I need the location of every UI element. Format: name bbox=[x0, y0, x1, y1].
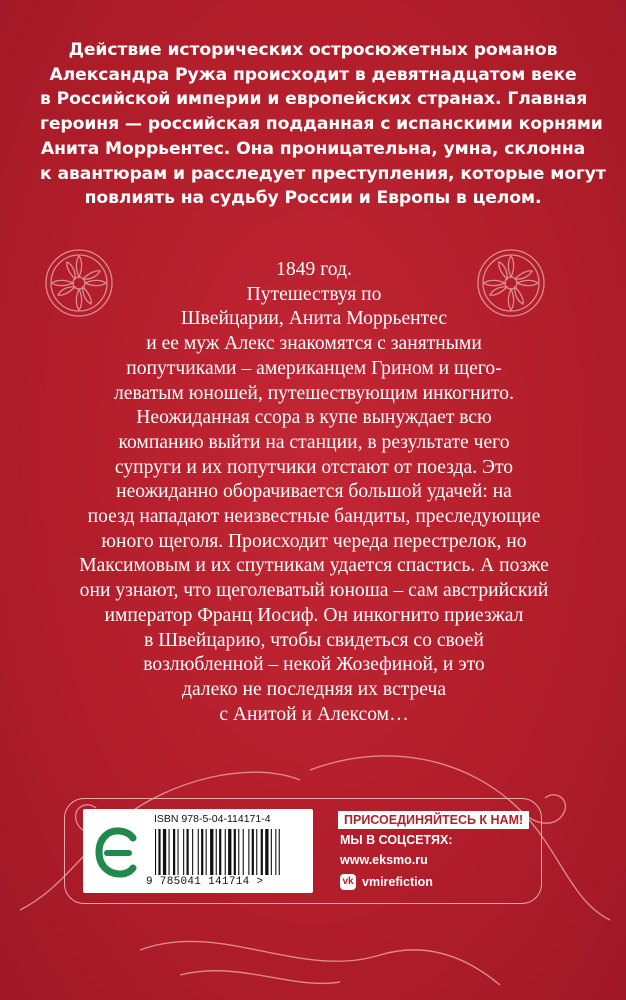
barcode-box bbox=[83, 809, 313, 893]
website-link[interactable]: www.eksmo.ru bbox=[340, 853, 428, 867]
blurb-line: повлиять на судьбу России и Европы в целом. bbox=[84, 188, 542, 209]
synopsis-line: возлюбленной – некой Жозефиной, и это bbox=[143, 654, 485, 676]
synopsis-line: Неожиданная ссора в купе вынуждает всю bbox=[136, 407, 492, 429]
synopsis-line: компанию выйти на станции, в результате чего bbox=[118, 431, 510, 453]
synopsis-line: попутчиками – американцем Грином и щего- bbox=[126, 357, 502, 379]
synopsis-line: они узнают, что щеголеватый юноша – сам австрийский bbox=[79, 580, 549, 602]
synopsis-line: с Анитой и Алексом… bbox=[219, 703, 409, 725]
blurb-line: Александра Ружа происходит в девятнадцатом веке bbox=[49, 64, 577, 85]
isbn-label: ISBN 978-5-04-114171-4 bbox=[154, 813, 271, 825]
synopsis-line: юного щеголя. Происходит череда перестрелок, но bbox=[101, 530, 527, 552]
synopsis-line: леватым юношей, путешествующим инкогнито. bbox=[114, 382, 514, 404]
synopsis-line: Путешествуя по bbox=[246, 283, 382, 305]
social-block bbox=[340, 810, 529, 892]
barcode-digits: 9 785041 141714 > bbox=[146, 876, 264, 888]
join-us-label: ПРИСОЕДИНЯЙТЕСЬ К НАМ! bbox=[338, 811, 529, 829]
vk-icon[interactable]: vk bbox=[340, 874, 356, 890]
synopsis-line: и ее муж Алекс знакомятся с занятными bbox=[146, 333, 482, 355]
blurb-line: к авантюрам и расследует преступления, которые могут bbox=[40, 163, 606, 184]
synopsis-line: Швейцарии, Анита Моррьентес bbox=[180, 308, 448, 330]
synopsis-line: супруги и их попутчики отстают от поезда. Это bbox=[114, 456, 514, 478]
barcode bbox=[153, 829, 301, 875]
synopsis-line: 1849 год. bbox=[276, 259, 352, 280]
eksmo-logo-icon bbox=[93, 824, 141, 882]
synopsis-line: император Франц Иосиф. Он инкогнито приезжал bbox=[104, 604, 524, 626]
vk-handle-link[interactable]: vmirefiction bbox=[362, 875, 433, 889]
synopsis-line: в Швейцарию, чтобы свидеться со своей bbox=[144, 629, 484, 651]
blurb-line: в Российской империи и европейских странах. Главная bbox=[40, 89, 588, 110]
blurb-line: героиня — российская подданная с испанскими корнями bbox=[40, 114, 603, 135]
blurb-line: Действие исторических остросюжетных романов bbox=[68, 40, 558, 60]
blurb bbox=[40, 38, 606, 211]
synopsis-line: Максимовым и их спутникам удается спастись. А позже bbox=[79, 555, 549, 577]
synopsis-line: поезд нападают неизвестные бандиты, преследующие bbox=[87, 506, 541, 528]
synopsis bbox=[65, 258, 563, 727]
socials-label: МЫ В СОЦСЕТЯХ: bbox=[340, 833, 453, 847]
synopsis-line: неожиданно оборачивается большой удачей: на bbox=[116, 481, 512, 503]
synopsis-line: далеко не последняя их встреча bbox=[181, 678, 447, 700]
blurb-line: Анита Моррьентес. Она проницательна, умна, склонна bbox=[40, 138, 586, 159]
